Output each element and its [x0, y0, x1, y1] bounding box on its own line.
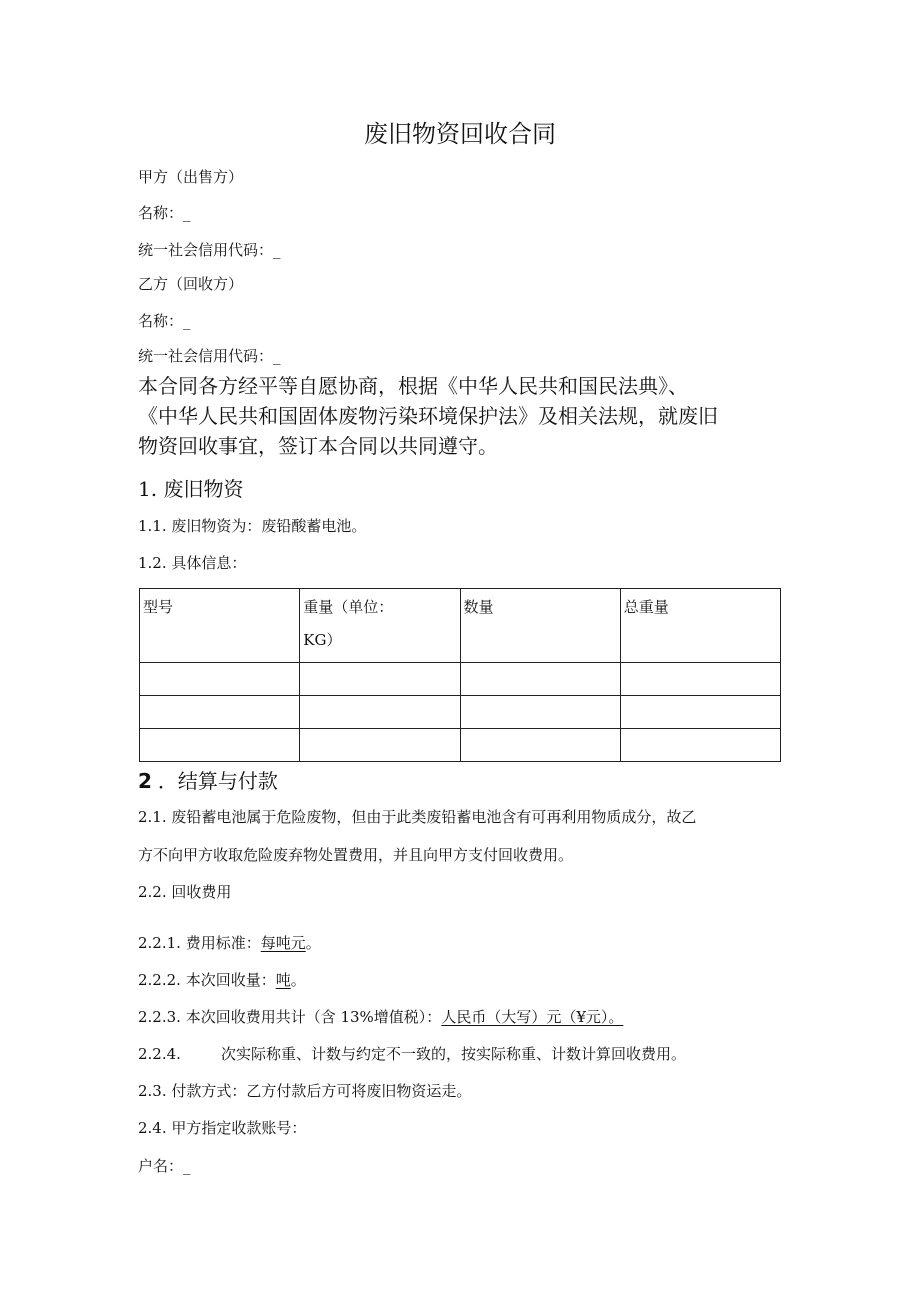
table-cell: [620, 696, 780, 729]
table-cell: [620, 729, 780, 762]
table-cell: [460, 729, 620, 762]
item-2-1-line-2: 方不向甲方收取危险废弃物处置费用，并且向甲方支付回收费用。: [138, 846, 574, 864]
materials-table: [139, 588, 781, 762]
section-1-heading: 1. 废旧物资: [138, 477, 244, 501]
table-row: [140, 729, 781, 762]
item-1-2: 1.2. 具体信息：: [138, 554, 247, 572]
table-cell: [300, 696, 460, 729]
party-b-name: 名称：_: [138, 312, 191, 330]
table-row: [140, 696, 781, 729]
table-row: [140, 663, 781, 696]
section-2-number: 2: [138, 769, 152, 793]
party-a-name: 名称：_: [138, 204, 191, 222]
section-2-title: ．结算与付款: [157, 769, 278, 793]
table-cell: [140, 729, 300, 762]
table-cell: [300, 729, 460, 762]
total-fee-value: 人民币（大写）元（¥元）。: [441, 1008, 624, 1026]
preamble-line-1: 本合同各方经平等自愿协商，根据《中华人民共和国民法典》、: [138, 374, 688, 398]
item-2-2-2: 2.2.2. 本次回收量：吨。: [138, 971, 306, 989]
header-weight: 重量（单位： KG）: [300, 589, 460, 663]
preamble-line-3: 物资回收事宜，签订本合同以共同遵守。: [138, 434, 498, 458]
item-2-3: 2.3. 付款方式：乙方付款后方可将废旧物资运走。: [138, 1082, 472, 1100]
item-2-2: 2.2. 回收费用: [138, 883, 232, 901]
recycle-amount-value: 吨: [275, 971, 291, 989]
item-2-4: 2.4. 甲方指定收款账号：: [138, 1119, 307, 1137]
header-weight-unit: KG）: [303, 631, 342, 649]
fee-standard-value: 每吨元: [260, 934, 306, 952]
header-total-weight: 总重量: [620, 589, 780, 663]
item-2-2-1: 2.2.1. 费用标准：每吨元。: [138, 934, 321, 952]
item-2-2-4: 2.2.4. 次实际称重、计数与约定不一致的，按实际称重、计数计算回收费用。: [138, 1045, 686, 1063]
item-2-1-line-1: 2.1. 废铅蓄电池属于危险废物，但由于此类废铅蓄电池含有可再利用物质成分，故乙: [138, 808, 697, 826]
party-a-heading: 甲方（出售方）: [138, 168, 244, 186]
item-1-1: 1.1. 废旧物资为：废铅酸蓄电池。: [138, 517, 367, 535]
preamble-line-2: 《中华人民共和国固体废物污染环境保护法》及相关法规，就废旧: [138, 404, 718, 428]
table-header-row: [140, 589, 781, 663]
party-b-heading: 乙方（回收方）: [138, 275, 244, 293]
section-2-heading: [138, 765, 278, 794]
table-cell: [460, 696, 620, 729]
table-cell: [620, 663, 780, 696]
header-model: 型号: [140, 589, 300, 663]
party-b-credit-code: 统一社会信用代码：_: [138, 347, 281, 365]
table-cell: [140, 663, 300, 696]
page-title: 废旧物资回收合同: [364, 120, 556, 148]
header-quantity: 数量: [460, 589, 620, 663]
table-cell: [140, 696, 300, 729]
account-name: 户名：_: [138, 1157, 191, 1175]
table-cell: [300, 663, 460, 696]
item-2-2-3: 2.2.3. 本次回收费用共计（含 13%增值税）：人民币（大写）元（¥元）。: [138, 1008, 624, 1026]
table-cell: [460, 663, 620, 696]
party-a-credit-code: 统一社会信用代码：_: [138, 241, 281, 259]
